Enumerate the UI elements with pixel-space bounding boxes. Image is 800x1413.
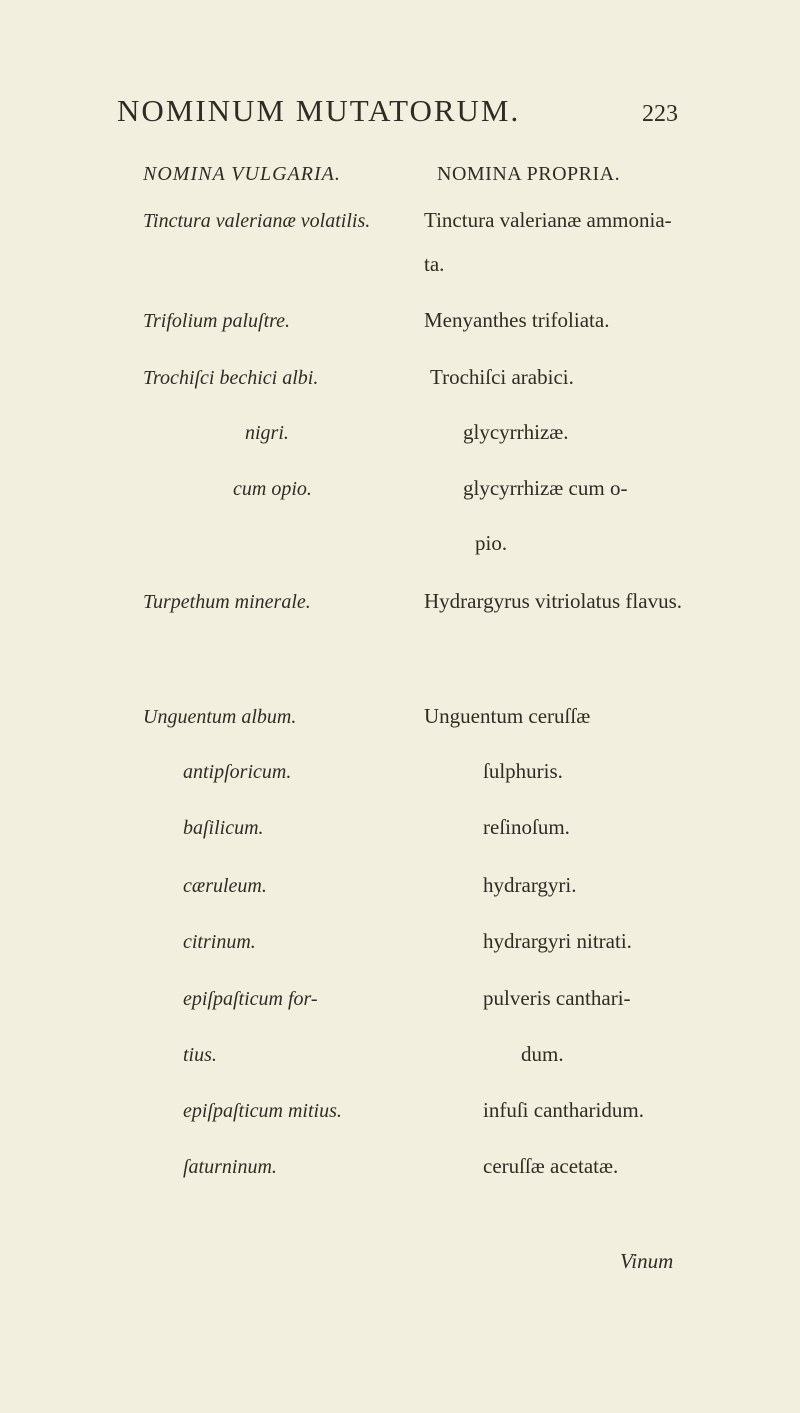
right-entry-ta: ta. — [424, 252, 445, 276]
left-entry-caeruleum: cæruleum. — [183, 875, 267, 897]
left-entry-trifolium: Trifolium paluſtre. — [143, 310, 291, 332]
right-entry-hydrargyrus: Hydrargyrus vitriolatus flavus. — [424, 589, 682, 613]
left-entry-antipsoricum: antipſoricum. — [183, 761, 292, 783]
running-title: NOMINUM MUTATORUM. — [117, 93, 521, 128]
right-entry-dum: dum. — [521, 1042, 564, 1066]
right-entry-hydrargyri: hydrargyri. — [483, 873, 577, 897]
left-entry-trochisci: Trochiſci bechici albi. — [143, 367, 319, 389]
right-entry-pio: pio. — [475, 531, 508, 555]
right-entry-unguentum: Unguentum ceruſſæ — [424, 704, 591, 728]
right-entry-trochisci: Trochiſci arabici. — [430, 365, 574, 389]
right-entry-menyanthes: Menyanthes trifoliata. — [424, 308, 610, 332]
right-entry-infusi-cantharidum: infuſi cantharidum. — [483, 1098, 644, 1122]
catchword: Vinum — [620, 1249, 674, 1273]
left-entry-tius: tius. — [183, 1044, 217, 1066]
right-entry-hydrargyri-nitrati: hydrargyri nitrati. — [483, 929, 632, 953]
left-entry-tinctura: Tinctura valerianæ volatilis. — [143, 210, 371, 232]
left-entry-turpethum: Turpethum minerale. — [143, 591, 311, 613]
right-entry-sulphuris: ſulphuris. — [483, 759, 563, 783]
left-entry-cum-opio: cum opio. — [233, 478, 312, 500]
left-entry-basilicum: baſilicum. — [183, 817, 264, 839]
right-entry-pulveris-canthari: pulveris canthari- — [483, 986, 631, 1010]
left-entry-citrinum: citrinum. — [183, 931, 256, 953]
right-entry-tinctura: Tinctura valerianæ ammonia- — [424, 208, 672, 232]
left-entry-saturninum: ſaturninum. — [183, 1156, 277, 1178]
left-entry-unguentum: Unguentum album. — [143, 706, 297, 728]
right-entry-glycyrrhizae-cum-opio: glycyrrhizæ cum o- — [463, 476, 628, 500]
left-entry-epispasticum-fortius: epiſpaſticum for- — [183, 988, 318, 1010]
right-column-heading: NOMINA PROPRIA. — [437, 163, 621, 185]
left-column-heading: NOMINA VULGARIA. — [143, 163, 341, 185]
right-entry-cerussae-acetatae: ceruſſæ acetatæ. — [483, 1154, 619, 1178]
page-number: 223 — [642, 101, 678, 127]
right-entry-glycyrrhizae: glycyrrhizæ. — [463, 420, 569, 444]
right-entry-resinosum: reſinoſum. — [483, 815, 570, 839]
left-entry-nigri: nigri. — [245, 422, 289, 444]
left-entry-epispasticum-mitius: epiſpaſticum mitius. — [183, 1100, 342, 1122]
